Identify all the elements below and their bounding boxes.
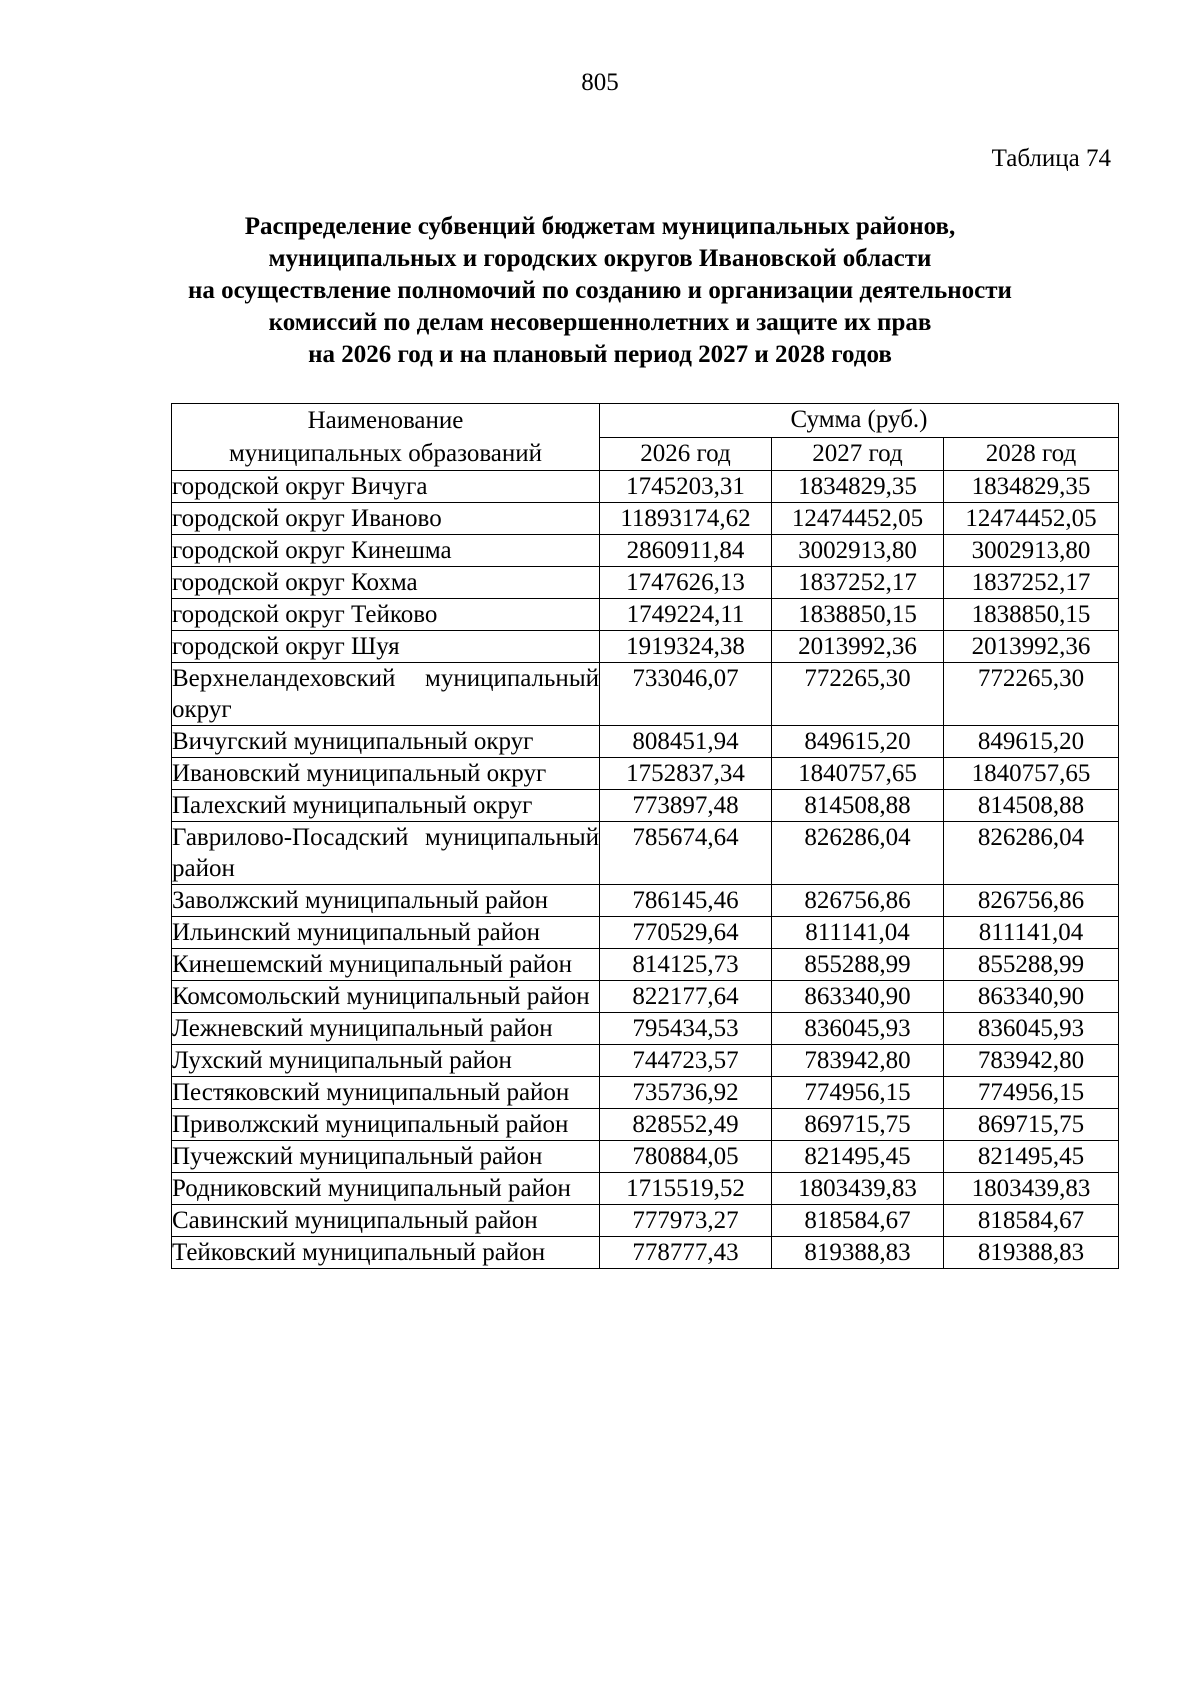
table-row — [172, 758, 1119, 790]
column-header-2026: 2026 год — [600, 437, 772, 471]
amount-2026: 1715519,52 — [600, 1173, 772, 1205]
amount-2026: 11893174,62 — [600, 503, 772, 535]
amount-2026: 795434,53 — [600, 1013, 772, 1045]
municipality-name: Родниковский муниципальный район — [172, 1173, 600, 1205]
amount-2028: 814508,88 — [944, 790, 1119, 822]
amount-2026: 778777,43 — [600, 1237, 772, 1269]
amount-2028: 774956,15 — [944, 1077, 1119, 1109]
amount-2028: 12474452,05 — [944, 503, 1119, 535]
amount-2028: 863340,90 — [944, 981, 1119, 1013]
amount-2027: 774956,15 — [772, 1077, 944, 1109]
amount-2028: 772265,30 — [944, 663, 1119, 726]
subvention-table — [171, 403, 1119, 1269]
title-line: комиссий по делам несовершеннолетних и защите их прав — [268, 309, 932, 336]
table-row — [172, 1237, 1119, 1269]
municipality-name: городской округ Вичуга — [172, 471, 600, 503]
amount-2028: 819388,83 — [944, 1237, 1119, 1269]
amount-2027: 783942,80 — [772, 1045, 944, 1077]
amount-2026: 735736,92 — [600, 1077, 772, 1109]
amount-2027: 818584,67 — [772, 1205, 944, 1237]
municipality-name: Пучежский муниципальный район — [172, 1141, 600, 1173]
table-header-row — [172, 404, 1119, 438]
table-row — [172, 535, 1119, 567]
amount-2028: 783942,80 — [944, 1045, 1119, 1077]
amount-2026: 733046,07 — [600, 663, 772, 726]
amount-2026: 2860911,84 — [600, 535, 772, 567]
municipality-name: городской округ Шуя — [172, 631, 600, 663]
column-header-name — [172, 404, 600, 471]
column-header-name-line2: муниципальных образований — [228, 440, 543, 467]
municipality-name: Пестяковский муниципальный район — [172, 1077, 600, 1109]
municipality-name: Кинешемский муниципальный район — [172, 949, 600, 981]
amount-2027: 849615,20 — [772, 726, 944, 758]
amount-2028: 836045,93 — [944, 1013, 1119, 1045]
amount-2028: 3002913,80 — [944, 535, 1119, 567]
amount-2026: 777973,27 — [600, 1205, 772, 1237]
amount-2028: 821495,45 — [944, 1141, 1119, 1173]
amount-2028: 869715,75 — [944, 1109, 1119, 1141]
municipality-name: городской округ Кохма — [172, 567, 600, 599]
amount-2026: 808451,94 — [600, 726, 772, 758]
amount-2027: 855288,99 — [772, 949, 944, 981]
table-row — [172, 790, 1119, 822]
amount-2026: 785674,64 — [600, 822, 772, 885]
amount-2026: 780884,05 — [600, 1141, 772, 1173]
municipality-name: Ивановский муниципальный округ — [172, 758, 600, 790]
amount-2027: 1838850,15 — [772, 599, 944, 631]
table-row — [172, 885, 1119, 917]
amount-2028: 1834829,35 — [944, 471, 1119, 503]
table-row — [172, 981, 1119, 1013]
table-row — [172, 631, 1119, 663]
amount-2028: 1837252,17 — [944, 567, 1119, 599]
amount-2027: 821495,45 — [772, 1141, 944, 1173]
table-row — [172, 567, 1119, 599]
amount-2027: 826286,04 — [772, 822, 944, 885]
amount-2027: 814508,88 — [772, 790, 944, 822]
amount-2027: 863340,90 — [772, 981, 944, 1013]
amount-2027: 869715,75 — [772, 1109, 944, 1141]
page-number: 805 — [581, 69, 619, 96]
document-title — [150, 211, 1050, 371]
amount-2027: 836045,93 — [772, 1013, 944, 1045]
amount-2028: 2013992,36 — [944, 631, 1119, 663]
municipality-name: Заволжский муниципальный район — [172, 885, 600, 917]
table-row — [172, 1077, 1119, 1109]
column-header-2027: 2027 год — [772, 437, 944, 471]
amount-2027: 1834829,35 — [772, 471, 944, 503]
amount-2028: 1838850,15 — [944, 599, 1119, 631]
amount-2027: 826756,86 — [772, 885, 944, 917]
municipality-name: Лухский муниципальный район — [172, 1045, 600, 1077]
amount-2028: 855288,99 — [944, 949, 1119, 981]
amount-2027: 819388,83 — [772, 1237, 944, 1269]
table-row — [172, 1173, 1119, 1205]
amount-2027: 1803439,83 — [772, 1173, 944, 1205]
municipality-name: городской округ Иваново — [172, 503, 600, 535]
municipality-name: Приволжский муниципальный район — [172, 1109, 600, 1141]
title-line: Распределение субвенций бюджетам муниципальных районов, — [244, 213, 956, 240]
title-line: муниципальных и городских округов Ивановской области — [268, 245, 932, 272]
table-row — [172, 1109, 1119, 1141]
table-row — [172, 663, 1119, 726]
table-row — [172, 917, 1119, 949]
amount-2026: 1749224,11 — [600, 599, 772, 631]
title-line: на осуществление полномочий по созданию и организации деятельности — [188, 277, 1012, 304]
title-line: на 2026 год и на плановый период 2027 и 2028 годов — [308, 341, 892, 368]
table-row — [172, 1205, 1119, 1237]
amount-2027: 3002913,80 — [772, 535, 944, 567]
amount-2026: 773897,48 — [600, 790, 772, 822]
amount-2026: 1747626,13 — [600, 567, 772, 599]
amount-2026: 828552,49 — [600, 1109, 772, 1141]
table-row — [172, 1141, 1119, 1173]
municipality-name: городской округ Тейково — [172, 599, 600, 631]
municipality-name: Савинский муниципальный район — [172, 1205, 600, 1237]
table-row — [172, 599, 1119, 631]
amount-2026: 770529,64 — [600, 917, 772, 949]
amount-2027: 1837252,17 — [772, 567, 944, 599]
amount-2026: 814125,73 — [600, 949, 772, 981]
amount-2026: 822177,64 — [600, 981, 772, 1013]
table-row — [172, 1045, 1119, 1077]
municipality-name: Комсомольский муниципальный район — [172, 981, 600, 1013]
table-label: Таблица 74 — [991, 145, 1111, 172]
table-body — [172, 471, 1119, 1269]
amount-2027: 811141,04 — [772, 917, 944, 949]
amount-2026: 1745203,31 — [600, 471, 772, 503]
amount-2028: 1840757,65 — [944, 758, 1119, 790]
municipality-name: Тейковский муниципальный район — [172, 1237, 600, 1269]
amount-2028: 811141,04 — [944, 917, 1119, 949]
amount-2027: 2013992,36 — [772, 631, 944, 663]
column-header-sum: Сумма (руб.) — [600, 404, 1119, 438]
municipality-name: Палехский муниципальный округ — [172, 790, 600, 822]
municipality-name: Гаврилово-Посадский муниципальный район — [172, 822, 600, 885]
amount-2027: 1840757,65 — [772, 758, 944, 790]
amount-2028: 826286,04 — [944, 822, 1119, 885]
table-row — [172, 503, 1119, 535]
amount-2027: 12474452,05 — [772, 503, 944, 535]
amount-2026: 786145,46 — [600, 885, 772, 917]
municipality-name: городской округ Кинешма — [172, 535, 600, 567]
municipality-name: Вичугский муниципальный округ — [172, 726, 600, 758]
amount-2026: 744723,57 — [600, 1045, 772, 1077]
amount-2028: 826756,86 — [944, 885, 1119, 917]
amount-2028: 818584,67 — [944, 1205, 1119, 1237]
table-row — [172, 471, 1119, 503]
amount-2028: 849615,20 — [944, 726, 1119, 758]
amount-2027: 772265,30 — [772, 663, 944, 726]
municipality-name: Верхнеландеховский муниципальный округ — [172, 663, 600, 726]
table-row — [172, 822, 1119, 885]
municipality-name: Лежневский муниципальный район — [172, 1013, 600, 1045]
amount-2028: 1803439,83 — [944, 1173, 1119, 1205]
table-row — [172, 949, 1119, 981]
column-header-name-line1: Наименование — [307, 407, 464, 434]
column-header-2028: 2028 год — [944, 437, 1119, 471]
amount-2026: 1919324,38 — [600, 631, 772, 663]
municipality-name: Ильинский муниципальный район — [172, 917, 600, 949]
table-row — [172, 1013, 1119, 1045]
table-row — [172, 726, 1119, 758]
amount-2026: 1752837,34 — [600, 758, 772, 790]
